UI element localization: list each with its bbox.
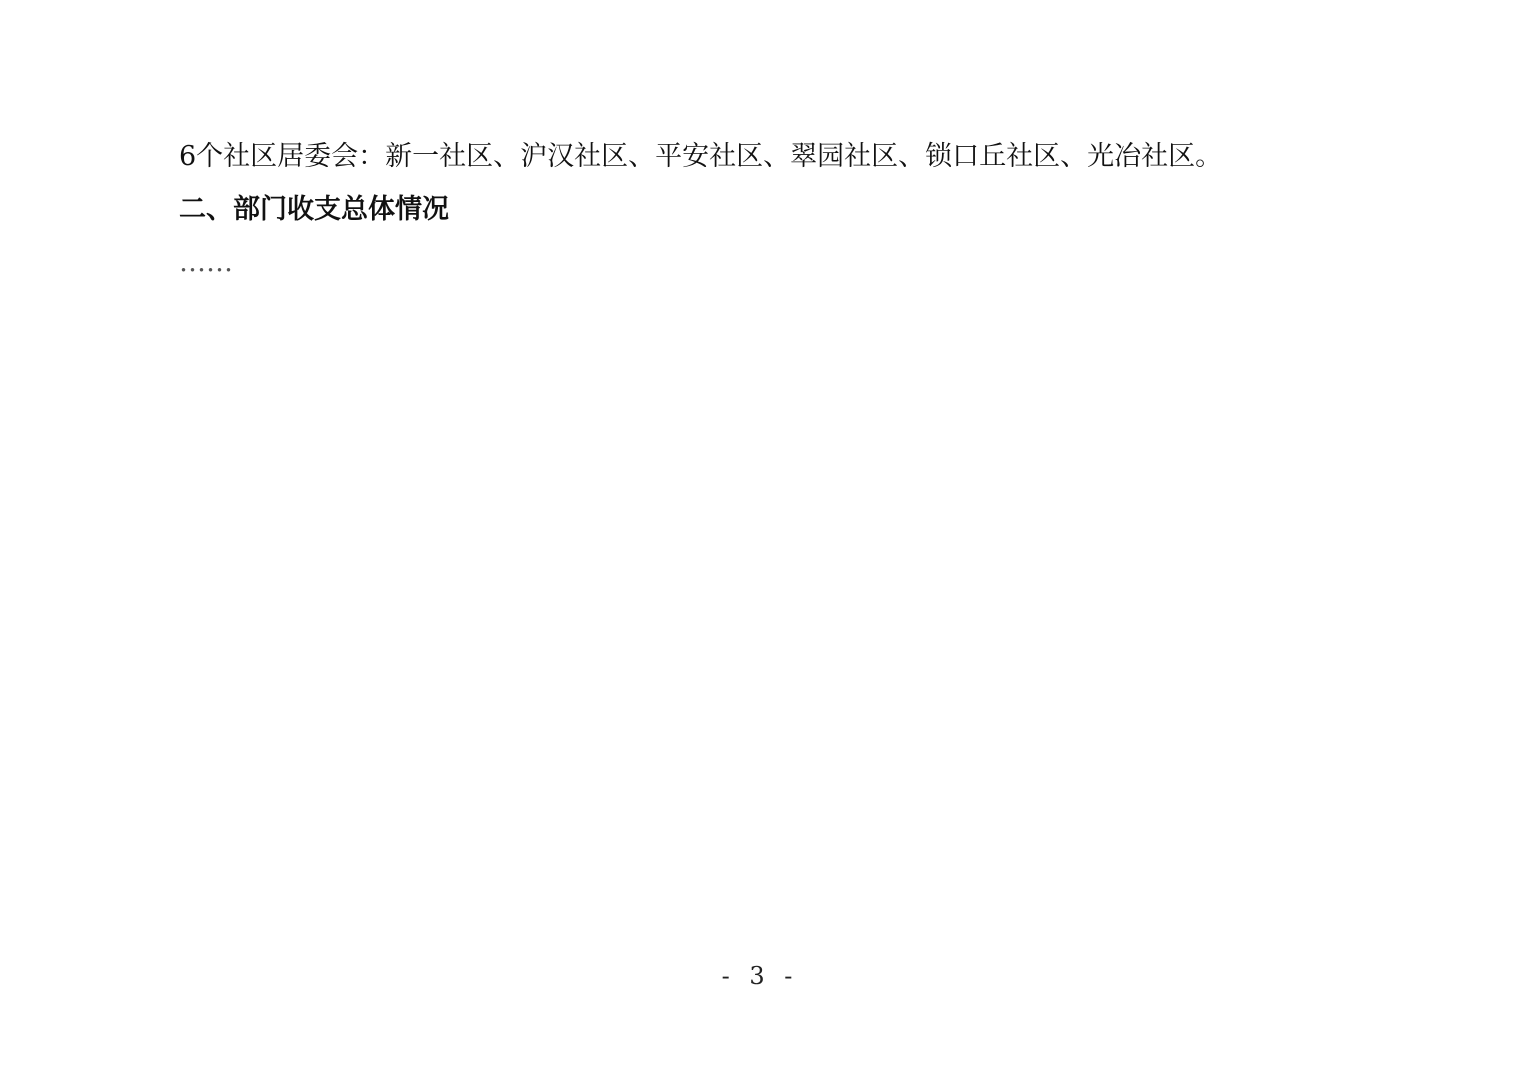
omitted-text-marker: …… [179, 247, 233, 278]
excerpt-paragraph: 6个社区居委会：新一社区、沪汉社区、平安社区、翠园社区、锁口丘社区、光冶社区。 [179, 141, 1223, 172]
page-number: - 3 - [721, 962, 799, 990]
section-heading: 二、部门收支总体情况 [179, 194, 449, 225]
document-page [125, 130, 1395, 289]
